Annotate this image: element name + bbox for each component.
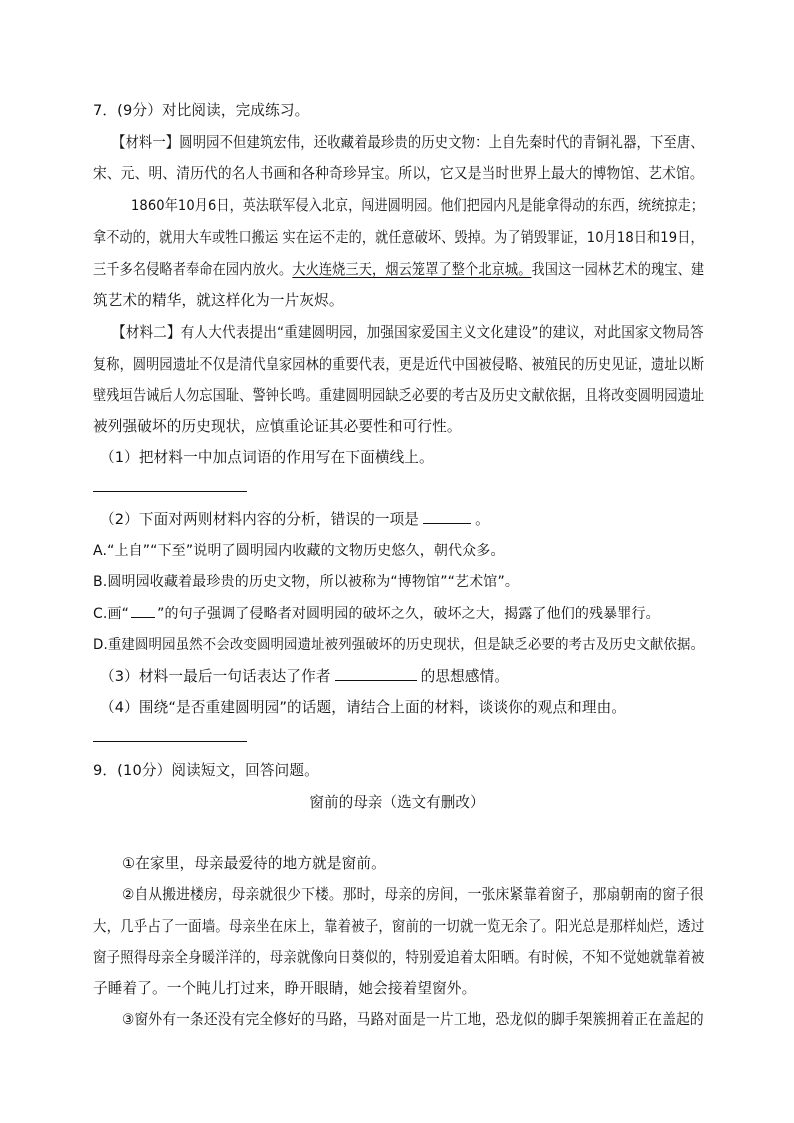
q9-paragraph2-line2: 大，几乎占了一面墙。母亲坐在床上，靠着被子，窗前的一切就一览无余了。阳光总是那样灿烂，透过 <box>93 918 705 935</box>
q7-sub3-blank[interactable] <box>335 666 417 681</box>
q7-sub1: （1）把材料一中加点词语的作用写在下面横线上。 <box>100 449 434 466</box>
q7-p2-line3-pre: 三千多名侵略者奉命在园内放火。 <box>93 261 293 278</box>
q9-passage-title: 窗前的母亲（选文有删改） <box>309 794 485 811</box>
q7-sub2 <box>100 508 490 529</box>
q7-sub4: （4）围绕“是否重建圆明园”的话题，请结合上面的材料，谈谈你的观点和理由。 <box>100 699 627 716</box>
q7-option-b: B.圆明园收藏着最珍贵的历史文物，所以被称为“博物馆”“艺术馆”。 <box>93 574 520 590</box>
q7-p2-line3-post: 我国这一园林艺术的瑰宝、建 <box>531 261 705 278</box>
q7-sub4-answer-line[interactable] <box>93 741 247 742</box>
q7-sub2-text: （2）下面对两则材料内容的分析，错误的一项是 <box>100 511 420 528</box>
q7-sub3-end: 的思想感情。 <box>420 668 510 685</box>
q7-sub1-answer-line[interactable] <box>93 491 247 492</box>
q9-header: 9．(10分）阅读短文，回答问题。 <box>93 762 319 779</box>
q7-material2-line4: 被列强破坏的历史现状，应慎重论证其必要性和可行性。 <box>93 418 462 435</box>
q7-sub2-blank[interactable] <box>423 509 471 524</box>
q7-header: 7．(9分）对比阅读，完成练习。 <box>93 102 310 119</box>
q7-option-c-blank <box>131 603 155 618</box>
q7-option-c-pre: C.画“ <box>93 606 130 622</box>
underlined-sentence: 大火连烧三天，烟云笼罩了整个北京城。 <box>292 261 532 278</box>
q7-material1-line2: 宋、元、明、清历代的名人书画和各种奇珍异宝。所以，它又是当时世界上最大的博物馆、艺术馆。 <box>93 165 704 182</box>
q9-paragraph1: ①在家里，母亲最爱待的地方就是窗前。 <box>122 855 386 872</box>
q7-material2-line3: 壁残垣告诫后人勿忘国耻、警钟长鸣。重建圆明园缺乏必要的考古及历史文献依据，且将改变圆明园遗址 <box>93 387 705 404</box>
q7-p2-line4: 筑艺术的精华，就这样化为一片灰烬。 <box>93 292 344 309</box>
q7-p2-line3 <box>93 258 704 279</box>
q9-paragraph3-line1: ③窗外有一条还没有完全修好的马路，马路对面是一片工地，恐龙似的脚手架簇拥着正在盖起的 <box>122 1011 704 1028</box>
q9-paragraph2-line4: 子睡着了。一个盹儿打过来，睁开眼睛，她会接着望窗外。 <box>93 980 477 997</box>
q7-option-d: D.重建圆明园虽然不会改变圆明园遗址被列强破坏的历史现状，但是缺乏必要的考古及历史文献依据。 <box>93 637 705 653</box>
q7-option-a: A.“上自”“下至”说明了圆明园内收藏的文物历史悠久，朝代众多。 <box>93 543 505 559</box>
q7-material2-line2: 复称，圆明园遗址不仅是清代皇家园林的重要代表，更是近代中国被侵略、被殖民的历史见证，遗址以断 <box>93 356 705 373</box>
q7-sub3 <box>100 665 509 686</box>
q7-sub3-text: （3）材料一最后一句话表达了作者 <box>100 668 331 685</box>
q7-material2-line1: 【材料二】有人大代表提出“重建圆明园，加强国家爱国主义文化建设”的建议，对此国家文物局答 <box>112 324 704 341</box>
q7-option-c <box>93 603 660 623</box>
q7-option-c-post: ”的句子强调了侵略者对圆明园的破坏之久，破坏之大，揭露了他们的残暴罪行。 <box>157 606 660 622</box>
q9-paragraph2-line1: ②自从搬进楼房，母亲就很少下楼。那时，母亲的房间，一张床紧靠着窗子，那扇朝南的窗子很 <box>122 886 704 903</box>
q7-sub2-end: 。 <box>475 511 490 528</box>
q9-paragraph2-line3: 窗子照得母亲全身暖洋洋的，母亲就像向日葵似的，特别爱追着太阳晒。有时候，不知不觉她就靠着被 <box>93 949 705 966</box>
q7-p2-line1: 1860年10月6日，英法联军侵入北京，闯进圆明园。他们把园内凡是能拿得动的东西，统统掠走； <box>131 197 705 214</box>
q7-p2-line2: 拿不动的，就用大车或牲口搬运 实在运不走的，就任意破坏、毁掉。为了销毁罪证，10月18日和19日， <box>93 229 704 246</box>
q7-material1-line1: 【材料一】圆明园不但建筑宏伟，还收藏着最珍贵的历史文物：上自先秦时代的青铜礼器，下至唐、 <box>112 134 704 151</box>
